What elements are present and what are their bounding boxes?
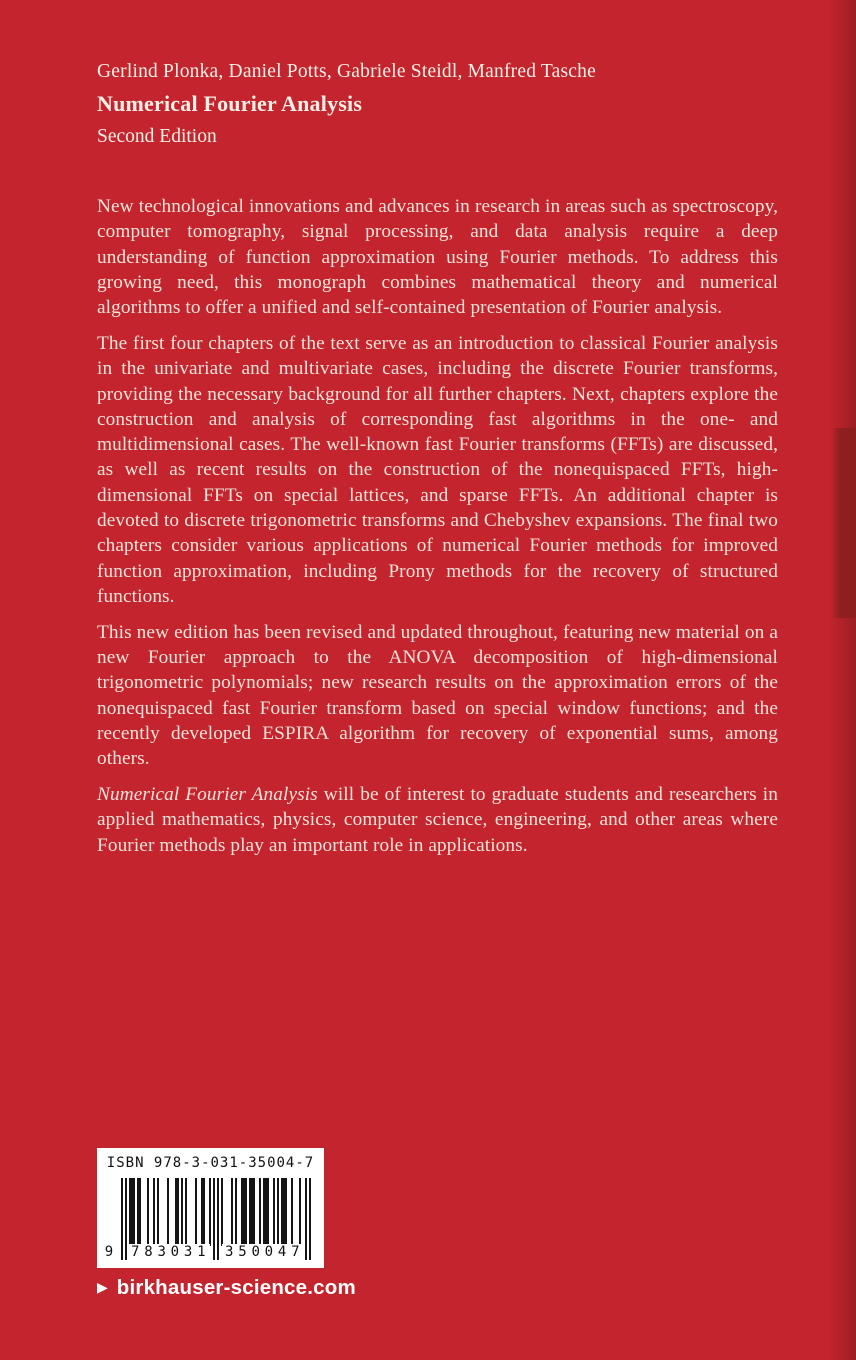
blurb-paragraph-4: [97, 782, 778, 858]
ean13-barcode: [97, 1178, 324, 1262]
barcode-digit-lead: 9: [104, 1244, 114, 1260]
back-cover-blurb: [97, 194, 778, 868]
cover-right-edge-shadow-block: [833, 428, 856, 618]
book-title: Numerical Fourier Analysis: [97, 91, 363, 116]
isbn-number: ISBN 978-3-031-35004-7: [106, 1155, 315, 1171]
barcode-digits-right-group: 350047: [222, 1244, 304, 1260]
isbn-barcode-panel: [97, 1148, 324, 1268]
cover-header: [97, 60, 778, 149]
play-triangle-icon: ▶: [97, 1280, 108, 1296]
authors-line: Gerlind Plonka, Daniel Potts, Gabriele Steidl, Manfred Tasche: [97, 61, 596, 82]
barcode-digits-left-group: 783031: [128, 1244, 210, 1260]
cover-right-edge-shade: [828, 0, 856, 1360]
book-title-italic-mention: Numerical Fourier Analysis: [97, 784, 318, 806]
publisher-site-line: [97, 1276, 356, 1300]
publisher-url: birkhauser-science.com: [116, 1276, 356, 1299]
blurb-paragraph-1: New technological innovations and advances in research in areas such as spectroscopy, computer tomography, signal processing, and data analysis require a deep understanding of function approximation using Fourier methods. To address this growing need, this monograph combines mathematical theory and numerical algorithms to offer a unified and self-contained presentation of Fourier analysis.: [97, 196, 778, 319]
blurb-paragraph-2: The first four chapters of the text serve as an introduction to classical Fourier analysis in the univariate and multivariate cases, including the discrete Fourier transforms, providing the necessary background for all further chapters. Next, chapters explore the construction and analysis of corresponding fast algorithms in the one- and multidimensional cases. The well-known fast Fourier transforms (FFTs) are discussed, as well as recent results on the construction of the nonequispaced FFTs, high-dimensional FFTs on special lattices, and sparse FFTs. An additional chapter is devoted to discrete trigonometric transforms and Chebyshev expansions. The final two chapters consider various applications of numerical Fourier methods for improved function approximation, including Prony methods for the recovery of structured functions.: [97, 332, 778, 607]
barcode-module: [309, 1178, 311, 1260]
blurb-paragraph-3: This new edition has been revised and updated throughout, featuring new material on a new Fourier approach to the ANOVA decomposition of high-dimensional trigonometric polynomials; new research results on the approximation errors of the nonequispaced fast Fourier transform based on special window functions; and the recently developed ESPIRA algorithm for recovery of exponential sums, among others.: [97, 621, 778, 770]
edition-line: Second Edition: [97, 126, 217, 147]
blurb-paragraph-4-text: will be of interest to graduate students and researchers in applied mathematics, physics, computer science, engineering, and other areas where Fourier methods play an important role in applications.: [97, 784, 778, 856]
